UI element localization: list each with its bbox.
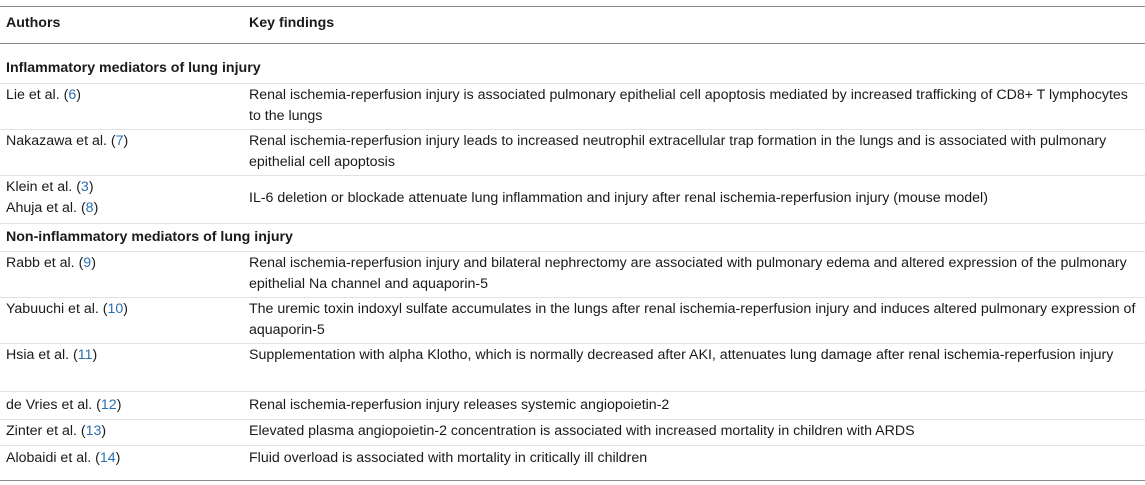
author-name: Hsia et al. — [6, 347, 70, 363]
reference-link[interactable]: 7 — [115, 133, 124, 149]
row-divider — [0, 129, 1145, 130]
reference-link[interactable]: 10 — [107, 301, 124, 317]
author-name: Yabuuchi et al. — [6, 301, 99, 317]
table-row-author: Hsia et al. (11) — [6, 347, 98, 363]
table-row-author: Nakazawa et al. (7) — [6, 133, 129, 149]
author-name: Ahuja et al. — [6, 200, 77, 216]
row-divider — [0, 391, 1145, 392]
column-header-authors: Authors — [6, 15, 61, 31]
table-row-finding: Renal ischemia-reperfusion injury leads to increased neutrophil extracellular trap formation in the lungs and is associated with pulmonary epithelial cell apoptosis — [249, 133, 1107, 170]
table-row-author: Lie et al. (6) — [6, 87, 81, 103]
table-row-author: Rabb et al. (9) — [6, 255, 96, 271]
table-row-author: Yabuuchi et al. (10) — [6, 301, 128, 317]
author-name: Klein et al. — [6, 179, 73, 195]
author-name: Zinter et al. — [6, 423, 77, 439]
section-title-non-inflammatory: Non-inflammatory mediators of lung injury — [6, 229, 293, 245]
author-name: Alobaidi et al. — [6, 450, 92, 466]
reference-link[interactable]: 8 — [85, 200, 94, 216]
table-row-finding: Supplementation with alpha Klotho, which is normally decreased after AKI, attenuates lung damage after renal ischemia-reperfusion injury — [249, 347, 1114, 363]
row-divider — [0, 223, 1145, 224]
table-row-finding: Renal ischemia-reperfusion injury and bilateral nephrectomy are associated with pulmonary edema and altered expression of the pulmonary epithelial Na channel and aquaporin-5 — [249, 255, 1127, 292]
author-name: Lie et al. — [6, 87, 60, 103]
table-row-author: de Vries et al. (12) — [6, 397, 122, 413]
author-name: de Vries et al. — [6, 397, 93, 413]
row-divider — [0, 297, 1145, 298]
table-row-finding: Renal ischemia-reperfusion injury releases systemic angiopoietin-2 — [249, 397, 670, 413]
column-header-key-findings: Key findings — [249, 15, 335, 31]
section-title-inflammatory: Inflammatory mediators of lung injury — [6, 60, 261, 76]
row-divider — [0, 251, 1145, 252]
table-row-author: Alobaidi et al. (14) — [6, 450, 121, 466]
reference-link[interactable]: 9 — [83, 255, 92, 271]
table-row-author: Zinter et al. (13) — [6, 423, 107, 439]
reference-link[interactable]: 12 — [100, 397, 117, 413]
author-name: Rabb et al. — [6, 255, 75, 271]
table-row-author: Ahuja et al. (8) — [6, 200, 99, 216]
table-row-finding: Renal ischemia-reperfusion injury is associated pulmonary epithelial cell apoptosis mediated by increased trafficking of CD8+ T lymphocytes to the lungs — [249, 87, 1128, 124]
row-divider — [0, 445, 1145, 446]
header-rule — [0, 43, 1145, 44]
row-divider — [0, 83, 1145, 84]
table-row-finding: Elevated plasma angiopoietin-2 concentration is associated with increased mortality in children with ARDS — [249, 423, 915, 439]
author-name: Nakazawa et al. — [6, 133, 107, 149]
reference-link[interactable]: 11 — [77, 347, 93, 363]
table-row-finding: IL-6 deletion or blockade attenuate lung inflammation and injury after renal ischemia-reperfusion injury (mouse model) — [249, 190, 988, 206]
table-bottom-rule — [0, 480, 1145, 481]
table-row-finding: Fluid overload is associated with mortality in critically ill children — [249, 450, 648, 466]
reference-link[interactable]: 14 — [99, 450, 116, 466]
row-divider — [0, 175, 1145, 176]
reference-link[interactable]: 13 — [85, 423, 102, 439]
reference-link[interactable]: 3 — [80, 179, 89, 195]
reference-link[interactable]: 6 — [68, 87, 77, 103]
table-top-rule — [0, 6, 1145, 7]
row-divider — [0, 343, 1145, 344]
table-row-author: Klein et al. (3) — [6, 179, 94, 195]
table-row-finding: The uremic toxin indoxyl sulfate accumulates in the lungs after renal ischemia-reperfusion injury and induces altered pulmonary expression of aquaporin-5 — [249, 301, 1136, 338]
row-divider — [0, 419, 1145, 420]
